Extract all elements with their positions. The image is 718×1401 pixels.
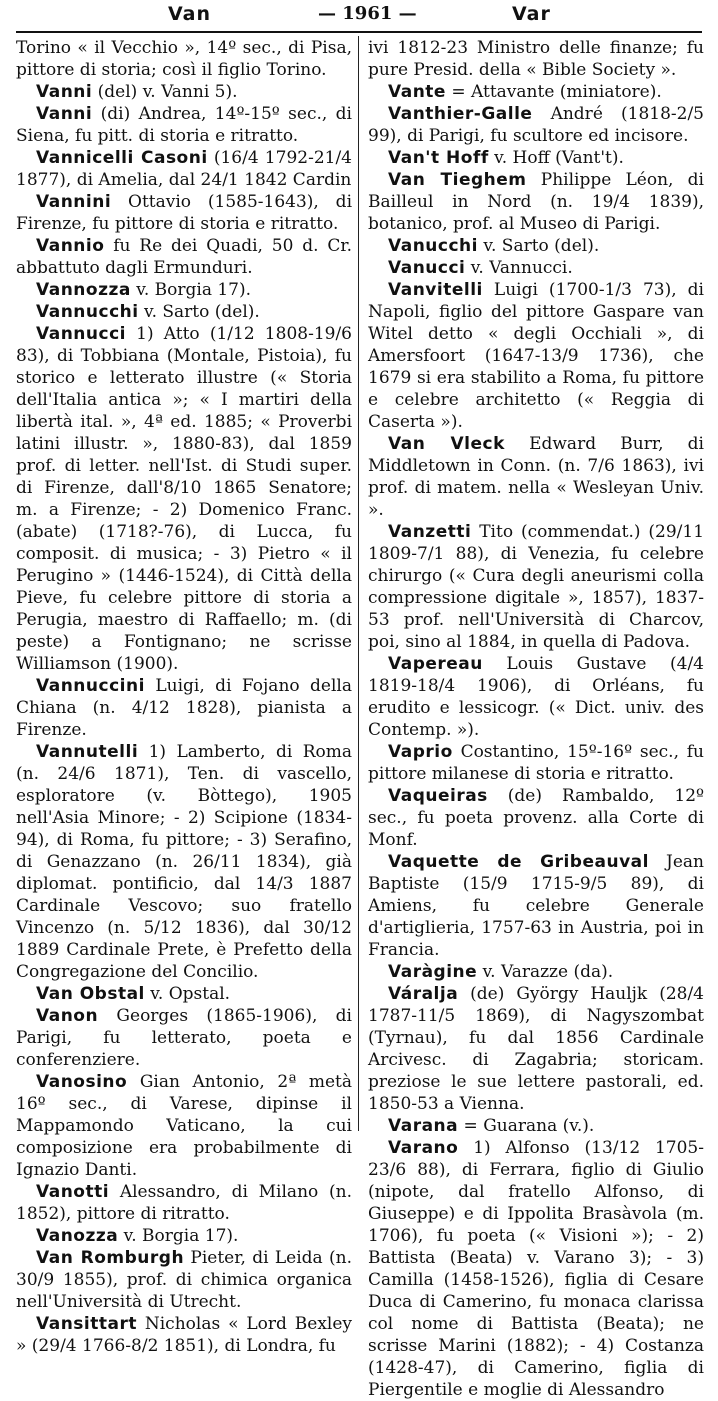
dictionary-entry bbox=[368, 103, 704, 147]
dictionary-entry bbox=[16, 147, 352, 191]
left-column bbox=[16, 37, 353, 1356]
right-column bbox=[368, 37, 705, 1400]
dictionary-entry bbox=[368, 741, 704, 785]
entry-headword: Vanthier-Galle bbox=[388, 104, 533, 124]
entry-headword: Vanozza bbox=[36, 1226, 119, 1246]
dictionary-entry bbox=[16, 103, 352, 147]
entry-text: v. Borgia 17). bbox=[136, 280, 252, 300]
entry-text: Philippe Léon, di Bailleul in Nord (n. 19/4 1839), botanico, prof. al Museo di Parigi. bbox=[368, 170, 704, 234]
entry-headword: Vannuccini bbox=[36, 676, 145, 696]
entry-headword: Vannozza bbox=[36, 280, 131, 300]
entry-headword: Vanvitelli bbox=[388, 280, 483, 300]
entry-headword: Vanotti bbox=[36, 1182, 110, 1202]
dictionary-entry bbox=[16, 279, 352, 301]
running-header bbox=[0, 0, 718, 30]
entry-text: (de) György Hauljk (28/4 1787-11/5 1869), di Nagyszombat (Tyrnau), fu dal 1856 Cardinale Arcivesc. di Zagabria; storicam. preziose le sue lettere pastorali, ed. 1850-53 a Vienna. bbox=[368, 984, 704, 1114]
entry-headword: Váralja bbox=[388, 984, 459, 1004]
entry-text: 1) Atto (1/12 1808-19/6 83), di Tobbiana (Montale, Pistoia), fu storico e letterato illustre (« Storia dell'Italia antica »; « I martiri della libertà ital. », 4ª ed. 1885; « Proverbi latini illustr. », 1880-83), dal 1859 prof. di letter. nell'Ist. di Studi super. di Firenze, dall'8/10 1865 Senatore; m. a Firenze; - 2) Domenico Franc. (abate) (1718?-76), di Lucca, fu composit. di musica; - 3) Pietro « il Perugino » (1446-1524), di Città della Pieve, fu celebre pittore di storia a Perugia, maestro di Raffaello; m. (di peste) a Fontignano; ne scrisse Williamson (1900). bbox=[16, 324, 352, 674]
entry-text: Costantino, 15º-16º sec., fu pittore milanese di storia e ritratto. bbox=[368, 742, 704, 784]
dictionary-entry bbox=[368, 279, 704, 433]
entry-text: (16/4 1792-21/4 1877), di Amelia, dal 24/1 1842 Cardin bbox=[16, 148, 352, 190]
header-rule bbox=[16, 31, 702, 33]
entry-text: = Attavante (miniatore). bbox=[451, 82, 662, 102]
column-divider bbox=[358, 36, 359, 1131]
dictionary-entry bbox=[16, 1181, 352, 1225]
entry-text: Ottavio (1585-1643), di Firenze, fu pittore di storia e ritratto. bbox=[16, 192, 353, 234]
entry-headword: Varàgine bbox=[388, 962, 478, 982]
dictionary-entry bbox=[16, 37, 352, 81]
entry-text: ivi 1812-23 Ministro delle finanze; fu pure Presid. della « Bible Society ». bbox=[368, 38, 704, 80]
entry-text: Louis Gustave (4/4 1819-18/4 1906), di Orléans, fu erudito e lessicogr. (« Dict. univ. des Contemp. »). bbox=[368, 654, 704, 740]
header-left-guide-word: Van bbox=[168, 3, 212, 25]
entry-headword: Vannini bbox=[36, 192, 112, 212]
dictionary-entry bbox=[16, 741, 352, 983]
entry-text: (di) Andrea, 14º-15º sec., di Siena, fu pitt. di storia e ritratto. bbox=[16, 104, 352, 146]
dictionary-entry bbox=[368, 1137, 704, 1401]
entry-text: v. Varazze (da). bbox=[482, 962, 614, 982]
dictionary-entry bbox=[368, 257, 704, 279]
entry-headword: Vannutelli bbox=[36, 742, 139, 762]
entry-headword: Van Romburgh bbox=[36, 1248, 185, 1268]
entry-headword: Vanzetti bbox=[388, 522, 472, 542]
entry-headword: Vansittart bbox=[36, 1314, 137, 1334]
dictionary-entry bbox=[368, 81, 704, 103]
dictionary-entry bbox=[16, 1005, 352, 1071]
dictionary-entry bbox=[368, 235, 704, 257]
entry-text: v. Opstal. bbox=[150, 984, 231, 1004]
entry-text: Jean Baptiste (15/9 1715-9/5 89), di Amiens, fu celebre Generale d'artiglieria, 1757-63 in Austria, poi in Francia. bbox=[368, 852, 705, 960]
entry-text: 1) Lamberto, di Roma (n. 24/6 1871), Ten. di vascello, esploratore (v. Bòttego), 1905 nell'Asia Minore; - 2) Scipione (1834-94), di Roma, fu pittore; - 3) Serafino, di Genazzano (n. 26/11 1834), già diplomat. pontificio, dal 14/3 1887 Cardinale Vescovo; suo fratello Vincenzo (n. 5/12 1836), dal 30/12 1889 Cardinale Prete, è Prefetto della Congregazione del Concilio. bbox=[16, 742, 353, 982]
entry-headword: Varano bbox=[388, 1138, 459, 1158]
entry-text: Gian Antonio, 2ª metà 16º sec., di Varese, dipinse il Mappamondo Vaticano, la cui composizione era probabilmente di Ignazio Danti. bbox=[16, 1072, 353, 1180]
dictionary-entry bbox=[368, 785, 704, 851]
dictionary-entry bbox=[16, 323, 352, 675]
entry-text: Georges (1865-1906), di Parigi, fu letterato, poeta e conferenziere. bbox=[16, 1006, 352, 1070]
entry-text: André (1818-2/5 99), di Parigi, fu scultore ed incisore. bbox=[368, 104, 705, 146]
entry-headword: Vanucchi bbox=[388, 236, 478, 256]
header-right-guide-word: Var bbox=[512, 3, 551, 25]
dictionary-entry bbox=[16, 1071, 352, 1181]
entry-text: Pieter, di Leida (n. 30/9 1855), prof. di chimica organica nell'Università di Utrecht. bbox=[16, 1248, 353, 1312]
entry-text: Luigi, di Fojano della Chiana (n. 4/12 1828), pianista a Firenze. bbox=[16, 676, 353, 740]
entry-headword: Vanni bbox=[36, 82, 93, 102]
entry-headword: Vannucci bbox=[36, 324, 126, 344]
entry-headword: Vapereau bbox=[388, 654, 483, 674]
dictionary-entry bbox=[16, 191, 352, 235]
entry-text: Tito (commendat.) (29/11 1809-7/1 88), di Venezia, fu celebre chirurgo (« Cura degli aneurismi colla compressione digitale », 1857), 1837-53 prof. nell'Università di Charcov, poi, sino al 1884, in quella di Padova. bbox=[368, 522, 705, 652]
page-number: — 1961 — bbox=[318, 3, 417, 24]
entry-headword: Vanosino bbox=[36, 1072, 128, 1092]
dictionary-entry bbox=[368, 961, 704, 983]
entry-text: Torino « il Vecchio », 14º sec., di Pisa, pittore di storia; così il figlio Torino. bbox=[16, 38, 352, 80]
entry-text: v. Vannucci. bbox=[470, 258, 573, 278]
dictionary-entry bbox=[16, 301, 352, 323]
entry-text: Alessandro, di Milano (n. 1852), pittore di ritratto. bbox=[16, 1182, 353, 1224]
entry-text: Nicholas « Lord Bexley » (29/4 1766-8/2 1851), di Londra, fu bbox=[16, 1314, 353, 1356]
entry-text: Edward Burr, di Middletown in Conn. (n. 7/6 1863), ivi prof. di matem. nella « Wesleyan Univ. ». bbox=[368, 434, 704, 520]
dictionary-entry bbox=[368, 37, 704, 81]
entry-headword: Vanni bbox=[36, 104, 93, 124]
dictionary-entry bbox=[16, 1225, 352, 1247]
dictionary-entry bbox=[368, 653, 704, 741]
entry-text: v. Hoff (Vant't). bbox=[494, 148, 624, 168]
dictionary-entry bbox=[16, 235, 352, 279]
dictionary-entry bbox=[16, 983, 352, 1005]
entry-text: (de) Rambaldo, 12º sec., fu poeta provenz. alla Corte di Monf. bbox=[368, 786, 705, 850]
entry-headword: Van Tieghem bbox=[388, 170, 527, 190]
dictionary-entry bbox=[16, 1313, 352, 1357]
dictionary-entry bbox=[368, 147, 704, 169]
entry-text: v. Sarto (del). bbox=[144, 302, 260, 322]
entry-text: Luigi (1700-1/3 73), di Napoli, figlio del pittore Gaspare van Witel detto « degli Occhiali », di Amersfoort (1647-13/9 1736), che 1679 si era stabilito a Roma, fu pittore e celebre architetto (« Reggia di Caserta »). bbox=[368, 280, 704, 432]
entry-headword: Vanon bbox=[36, 1006, 99, 1026]
dictionary-entry bbox=[16, 1247, 352, 1313]
entry-text: 1) Alfonso (13/12 1705-23/6 88), di Ferrara, figlio di Giulio (nipote, dal fratello Alfonso, di Giuseppe) e di Ippolita Brasàvola (m. 1706), fu poeta (« Visioni »); - 2) Battista (Beata) v. Varano 3); - 3) Camilla (1458-1526), figlia di Cesare Duca di Camerino, fu monaca clarissa col nome di Battista (Beata); ne scrisse Marini (1882); - 4) Costanza (1428-47), di Camerino, figlia di Piergentile e moglie di Alessandro bbox=[368, 1138, 704, 1400]
entry-text: = Guarana (v.). bbox=[463, 1116, 595, 1136]
entry-headword: Vannio bbox=[36, 236, 105, 256]
entry-text: fu Re dei Quadi, 50 d. Cr. abbattuto dagli Ermunduri. bbox=[16, 236, 352, 278]
entry-headword: Vante bbox=[388, 82, 446, 102]
dictionary-entry bbox=[368, 1115, 704, 1137]
dictionary-entry bbox=[16, 81, 352, 103]
entry-headword: Vannicelli Casoni bbox=[36, 148, 208, 168]
entry-headword: Vanucci bbox=[388, 258, 466, 278]
dictionary-entry bbox=[368, 433, 704, 521]
entry-headword: Van't Hoff bbox=[388, 148, 489, 168]
entry-text: (del) v. Vanni 5). bbox=[97, 82, 238, 102]
dictionary-entry bbox=[368, 851, 704, 961]
entry-headword: Vaquette de Gribeauval bbox=[388, 852, 649, 872]
entry-text: v. Sarto (del). bbox=[483, 236, 600, 256]
dictionary-entry bbox=[368, 521, 704, 653]
entry-text: v. Borgia 17). bbox=[123, 1226, 239, 1246]
dictionary-entry bbox=[16, 675, 352, 741]
entry-headword: Van Vleck bbox=[388, 434, 505, 454]
entry-headword: Vaqueiras bbox=[388, 786, 488, 806]
entry-headword: Vaprio bbox=[388, 742, 453, 762]
dictionary-entry bbox=[368, 983, 704, 1115]
entry-headword: Varana bbox=[388, 1116, 459, 1136]
dictionary-entry bbox=[368, 169, 704, 235]
entry-headword: Vannucchi bbox=[36, 302, 139, 322]
entry-headword: Van Obstal bbox=[36, 984, 145, 1004]
